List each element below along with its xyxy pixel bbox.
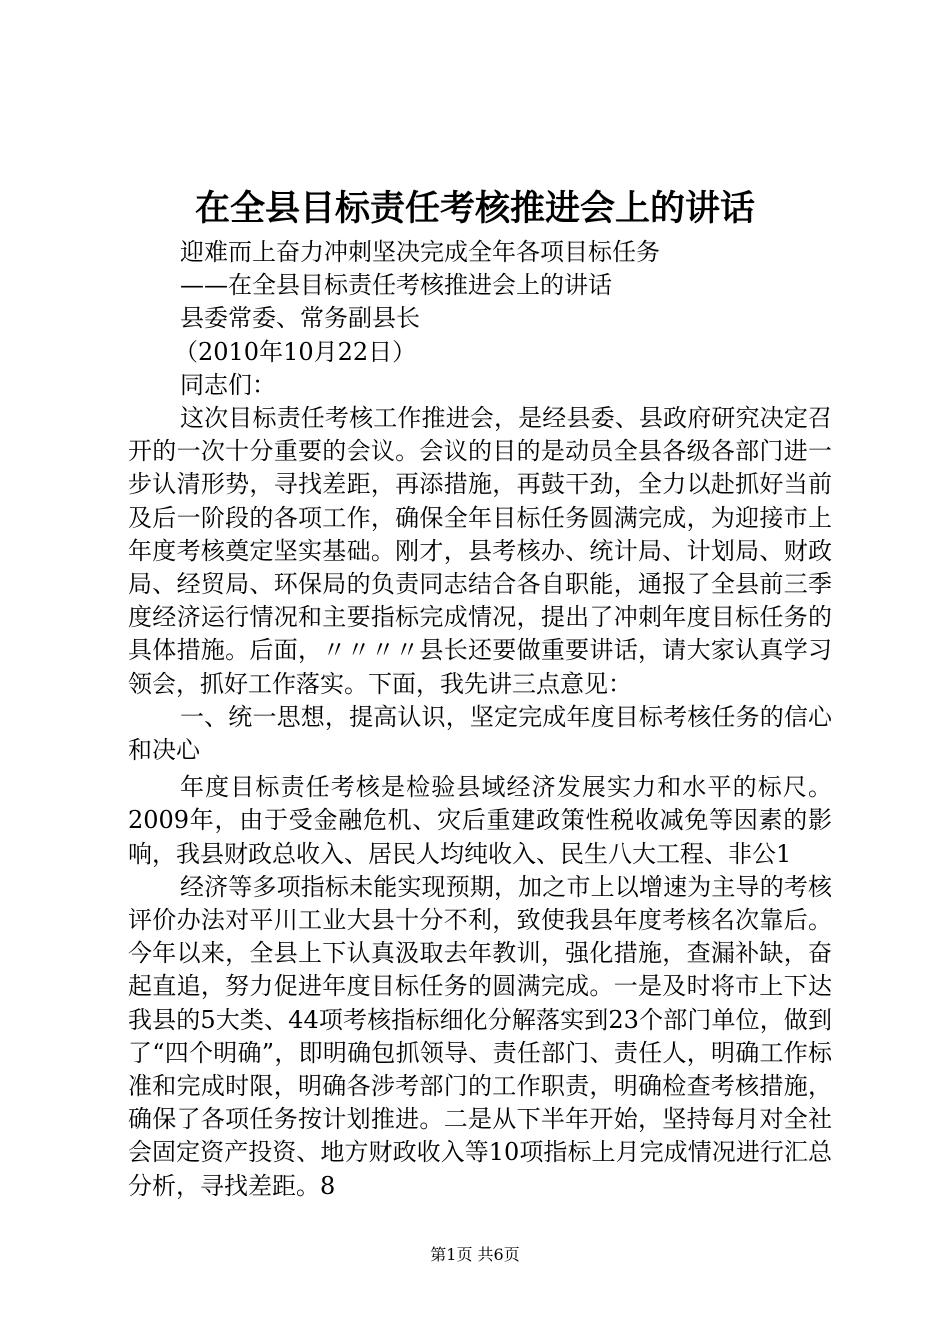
paragraph-measures: 经济等多项指标未能实现预期，加之市上以增速为主导的考核评价办法对平川工业大县十分不利，致使我县年度考核名次靠后。今年以来，全县上下认真汲取去年教训，强化措施，查漏补缺，奋起直追，努力促进年度目标任务的圆满完成。一是及时将市上下达我县的5大类、44项考核指标细化分解落实到23个部门单位，做到了“四个明确”，即明确包抓领导、责任部门、责任人，明确工作标准和完成时限，明确各涉考部门的工作职责，明确检查考核措施，确保了各项任务按计划推进。二是从下半年开始，坚持每月对全社会固定资产投资、地方财政收入等10项指标上月完成情况进行汇总分析，寻找差距。8 bbox=[128, 872, 832, 1200]
section-heading-one: 一、统一思想，提高认识，坚定完成年度目标考核任务的信心和决心 bbox=[128, 702, 832, 764]
document-subtitle: 迎难而上奋力冲刺坚决完成全年各项目标任务 bbox=[180, 238, 660, 266]
document-subtitle-secondary: ——在全县目标责任考核推进会上的讲话 bbox=[180, 271, 612, 300]
page-number: 第1页 共6页 bbox=[430, 1245, 520, 1264]
speaker-title: 县委常委、常务副县长 bbox=[180, 304, 420, 333]
document-title: 在全县目标责任考核推进会上的讲话 bbox=[194, 188, 755, 229]
speech-date: （2010年10月22日） bbox=[174, 337, 417, 366]
document-body bbox=[128, 236, 832, 1203]
paragraph-intro: 这次目标责任考核工作推进会，是经县委、县政府研究决定召开的一次十分重要的会议。会议的目的是动员全县各级各部门进一步认清形势，寻找差距，再添措施，再鼓干劲，全力以赴抓好当前及后一阶段的各项工作，确保全年目标任务圆满完成，为迎接市上年度考核奠定坚实基础。刚才，县考核办、统计局、计划局、财政局、经贸局、环保局的负责同志结合各自职能，通报了全县前三季度经济运行情况和主要指标完成情况，提出了冲刺年度目标任务的具体措施。后面，〃〃〃〃县长还要做重要讲话，请大家认真学习领会，抓好工作落实。下面，我先讲三点意见： bbox=[128, 403, 832, 698]
paragraph-assessment: 年度目标责任考核是检验县域经济发展实力和水平的标尺。2009年，由于受金融危机、灾后重建政策性税收减免等因素的影响，我县财政总收入、居民人均纯收入、民生八大工程、非公1 bbox=[128, 773, 832, 868]
greeting: 同志们： bbox=[180, 370, 276, 399]
